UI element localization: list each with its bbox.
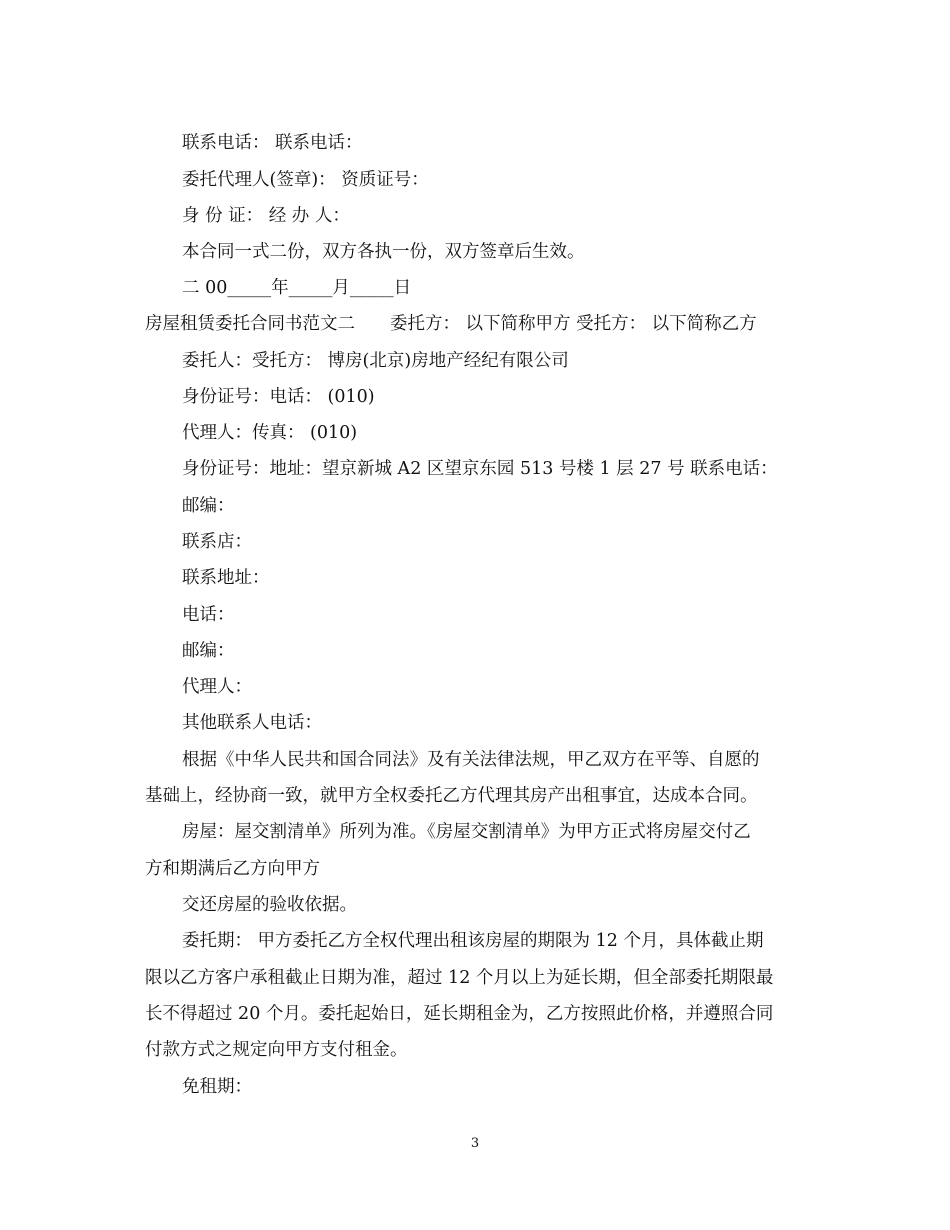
term-paragraph-line-4: 付款方式之规定向甲方支付租金。 xyxy=(145,1040,408,1060)
id-card-line: 身 份 证： 经 办 人： xyxy=(182,206,350,226)
contract-title-line: 房屋租赁委托合同书范文二 委托方： 以下简称甲方 受托方： 以下简称乙方 xyxy=(145,314,757,334)
id-phone-line: 身份证号：电话： (010) xyxy=(182,387,375,407)
principal-line: 委托人：受托方： 博房(北京)房地产经纪有限公司 xyxy=(182,351,569,371)
postcode-line: 邮编： xyxy=(182,496,235,516)
contact-phone-line: 联系电话： 联系电话： xyxy=(182,133,363,153)
contact-address-line: 联系地址： xyxy=(182,568,270,588)
term-paragraph-line-3: 长不得超过 20 个月。委托起始日，延长期租金为，乙方按照此价格，并遵照合同 xyxy=(145,1004,774,1024)
contact-store-line: 联系店： xyxy=(182,532,252,552)
address-line: 身份证号：地址：望京新城 A2 区望京东园 513 号楼 1 层 27 号 联系电话： xyxy=(182,459,778,479)
agent-fax-line: 代理人：传真： (010) xyxy=(182,423,358,443)
phone-line: 电话： xyxy=(182,605,235,625)
term-paragraph-line-2: 限以乙方客户承租截止日期为准，超过 12 个月以上为延长期，但全部委托期限最 xyxy=(145,968,774,988)
basis-paragraph-line-2: 基础上，经协商一致，就甲方全权委托乙方代理其房产出租事宜，达成本合同。 xyxy=(145,786,758,806)
agent-line: 代理人： xyxy=(182,677,252,697)
copies-clause: 本合同一式二份，双方各执一份，双方签章后生效。 xyxy=(182,242,585,262)
postcode-line-2: 邮编： xyxy=(182,641,235,661)
property-paragraph-line-2: 方和期满后乙方向甲方 xyxy=(145,859,320,879)
basis-paragraph-line-1: 根据《中华人民共和国合同法》及有关法律法规，甲乙双方在平等、自愿的 xyxy=(182,750,760,770)
property-paragraph-line-1: 房屋：屋交割清单》所列为准。《房屋交割清单》为甲方正式将房屋交付乙 xyxy=(182,822,751,842)
term-paragraph-line-1: 委托期： 甲方委托乙方全权代理出租该房屋的期限为 12 个月，具体截止期 xyxy=(182,931,764,951)
property-paragraph-line-3: 交还房屋的验收依据。 xyxy=(182,895,357,915)
agent-signature-line: 委托代理人(签章)： 资质证号： xyxy=(182,170,429,190)
date-line: 二 00_____年_____月_____日 xyxy=(182,278,412,298)
page-number: 3 xyxy=(470,1136,480,1151)
rent-free-period-line: 免租期： xyxy=(182,1077,252,1097)
other-contact-line: 其他联系人电话： xyxy=(182,713,322,733)
